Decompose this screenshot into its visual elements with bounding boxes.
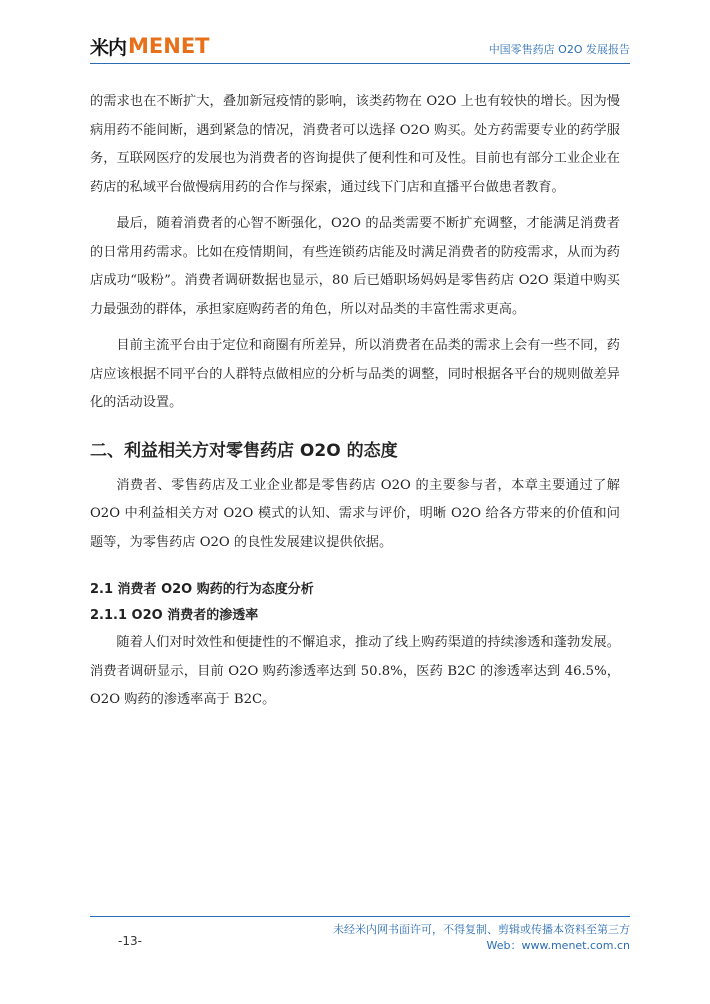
menet-logo xyxy=(90,34,210,58)
copyright-notice: 未经米内网书面许可，不得复制、剪辑或传播本资料至第三方 xyxy=(333,923,630,936)
header-divider xyxy=(90,63,630,64)
body-paragraph: 的需求也在不断扩大，叠加新冠疫情的影响，该类药物在 O2O 上也有较快的增长。因为慢病用药不能间断，遇到紧急的情况，消费者可以选择 O2O 购买。处方药需要专业的药学服务，互联网医疗的发展也为消费者的咨询提供了便利性和可及性。目前也有部分工业企业在药店的私域平台做慢病用药的合作与探索，通过线下门店和直播平台做患者教育。 xyxy=(90,94,620,195)
body-paragraph: 消费者、零售药店及工业企业都是零售药店 O2O 的主要参与者，本章主要通过了解 O2O 中利益相关方对 O2O 模式的认知、需求与评价，明晰 O2O 给各方带来的价值和问题等，为零售药店 O2O 的良性发展建议提供依据。 xyxy=(90,477,620,550)
footer-divider xyxy=(90,916,630,917)
page-number: -13- xyxy=(118,934,142,948)
website-link[interactable]: Web：www.menet.com.cn xyxy=(486,939,630,952)
logo-wordmark: MENET xyxy=(128,34,210,58)
logo-chinese-mark: 米内 xyxy=(90,36,127,59)
page-header xyxy=(90,34,630,66)
subsubsection-heading: 2.1.1 O2O 消费者的渗透率 xyxy=(90,608,259,623)
section-heading: 二、利益相关方对零售药店 O2O 的态度 xyxy=(90,440,398,461)
page-content xyxy=(90,88,620,723)
body-paragraph: 随着人们对时效性和便捷性的不懈追求，推动了线上购药渠道的持续渗透和蓬勃发展。消费者调研显示，目前 O2O 购药渗透率达到 50.8%，医药 B2C 的渗透率达到 46.5%，O2O 购药的渗透率高于 B2C。 xyxy=(90,635,620,707)
body-paragraph: 最后，随着消费者的心智不断强化，O2O 的品类需要不断扩充调整，才能满足消费者的日常用药需求。比如在疫情期间，有些连锁药店能及时满足消费者的防疫需求，从而为药店成功“吸粉”。消费者调研数据也显示，80 后已婚职场妈妈是零售药店 O2O 渠道中购买力最强劲的群体，承担家庭购药者的角色，所以对品类的丰富性需求更高。 xyxy=(90,216,620,317)
subsection-heading: 2.1 消费者 O2O 购药的行为态度分析 xyxy=(90,582,314,597)
body-paragraph: 目前主流平台由于定位和商圈有所差异，所以消费者在品类的需求上会有一些不同，药店应该根据不同平台的人群特点做相应的分析与品类的调整，同时根据各平台的规则做差异化的活动设置。 xyxy=(90,338,620,410)
footer-notice xyxy=(333,922,630,954)
report-title: 中国零售药店 O2O 发展报告 xyxy=(488,43,630,56)
